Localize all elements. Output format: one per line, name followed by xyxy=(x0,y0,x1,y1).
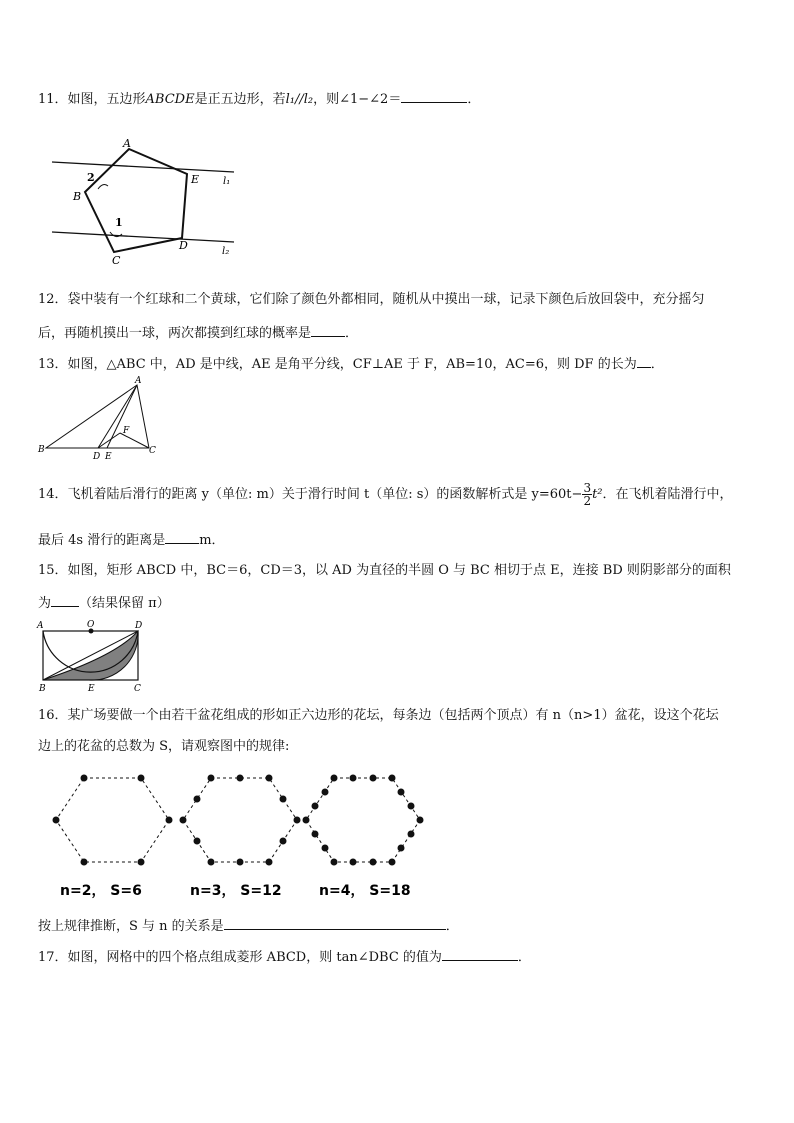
q16-line3: 按上规律推断，S 与 n 的关系是 ． xyxy=(38,916,459,936)
label-c: C xyxy=(134,684,141,694)
q14-line2: 最后 4s 滑行的距离是 m． xyxy=(38,530,225,550)
q12-line1: 12．袋中装有一个红球和二个黄球，它们除了颜色外都相同，随机从中摸出一球，记录下颜色后放回袋中，充分摇匀 xyxy=(38,292,705,307)
q13-text: 13．如图，△ABC 中，AD 是中线，AE 是角平分线，CF⊥AE 于 F，AB=10，AC=6，则 DF 的长为 ． xyxy=(38,354,664,374)
caption-n4: n=4， S=18 xyxy=(319,883,411,899)
label-c: C xyxy=(149,446,156,456)
caption-n2: n=2， S=6 xyxy=(60,883,142,899)
label-b: B xyxy=(73,190,82,203)
answer-blank[interactable] xyxy=(51,593,79,607)
q15-line2: 为 （结果保留 π） xyxy=(38,593,170,613)
label-e: E xyxy=(191,173,200,186)
label-a: A xyxy=(135,376,142,386)
angle-1-label: 1 xyxy=(115,216,123,229)
answer-blank[interactable] xyxy=(311,323,345,337)
label-o: O xyxy=(87,620,95,630)
label-c: C xyxy=(112,254,121,266)
label-e: E xyxy=(105,452,112,462)
q12-line2: 后，再随机摸出一球，两次都摸到红球的概率是 ． xyxy=(38,323,358,343)
q11-text: 11．如图，五边形ABCDE是正五边形，若l₁//l₂，则∠1−∠2＝ ． xyxy=(38,89,480,109)
q16-hexagon-figure xyxy=(44,768,434,906)
q13-triangle-figure xyxy=(36,374,166,462)
q16-line1: 16．某广场要做一个由若干盆花组成的形如正六边形的花坛，每条边（包括两个顶点）有 n（n>1）盆花，设这个花坛 xyxy=(38,708,719,723)
label-d: D xyxy=(135,621,143,631)
label-l1: l₁ xyxy=(223,176,231,187)
q11-pentagon-figure xyxy=(48,134,243,266)
q14-line1: 14．飞机着陆后滑行的距离 y（单位: m）关于滑行时间 t（单位: s）的函数解析式是 y=60t− $\frac{3}{2}$ t²．在飞机着陆滑行中， xyxy=(38,481,733,508)
answer-blank[interactable] xyxy=(401,89,467,103)
q17-text: 17．如图，网格中的四个格点组成菱形 ABCD，则 tan∠DBC 的值为 ． xyxy=(38,947,531,967)
q16-line2: 边上的花盆的总数为 S，请观察图中的规律: xyxy=(38,739,290,754)
q15-line1: 15．如图，矩形 ABCD 中，BC＝6，CD＝3，以 AD 为直径的半圆 O 与 BC 相切于点 E，连接 BD 则阴影部分的面积 xyxy=(38,563,731,578)
label-a: A xyxy=(123,137,131,150)
label-b: B xyxy=(39,684,46,694)
label-d: D xyxy=(179,239,188,252)
answer-blank[interactable] xyxy=(637,354,651,368)
answer-blank[interactable] xyxy=(224,916,446,930)
label-b: B xyxy=(38,445,45,455)
label-e: E xyxy=(88,684,95,694)
caption-n3: n=3， S=12 xyxy=(190,883,282,899)
label-a: A xyxy=(37,621,44,631)
angle-2-label: 2 xyxy=(87,171,95,184)
fraction-three-halves: $\frac{3}{2}$ xyxy=(583,481,592,508)
label-l2: l₂ xyxy=(222,246,230,257)
q15-rectangle-figure xyxy=(36,618,148,696)
answer-blank[interactable] xyxy=(165,530,199,544)
label-d: D xyxy=(93,452,101,462)
answer-blank[interactable] xyxy=(442,947,518,961)
label-f: F xyxy=(123,426,130,436)
